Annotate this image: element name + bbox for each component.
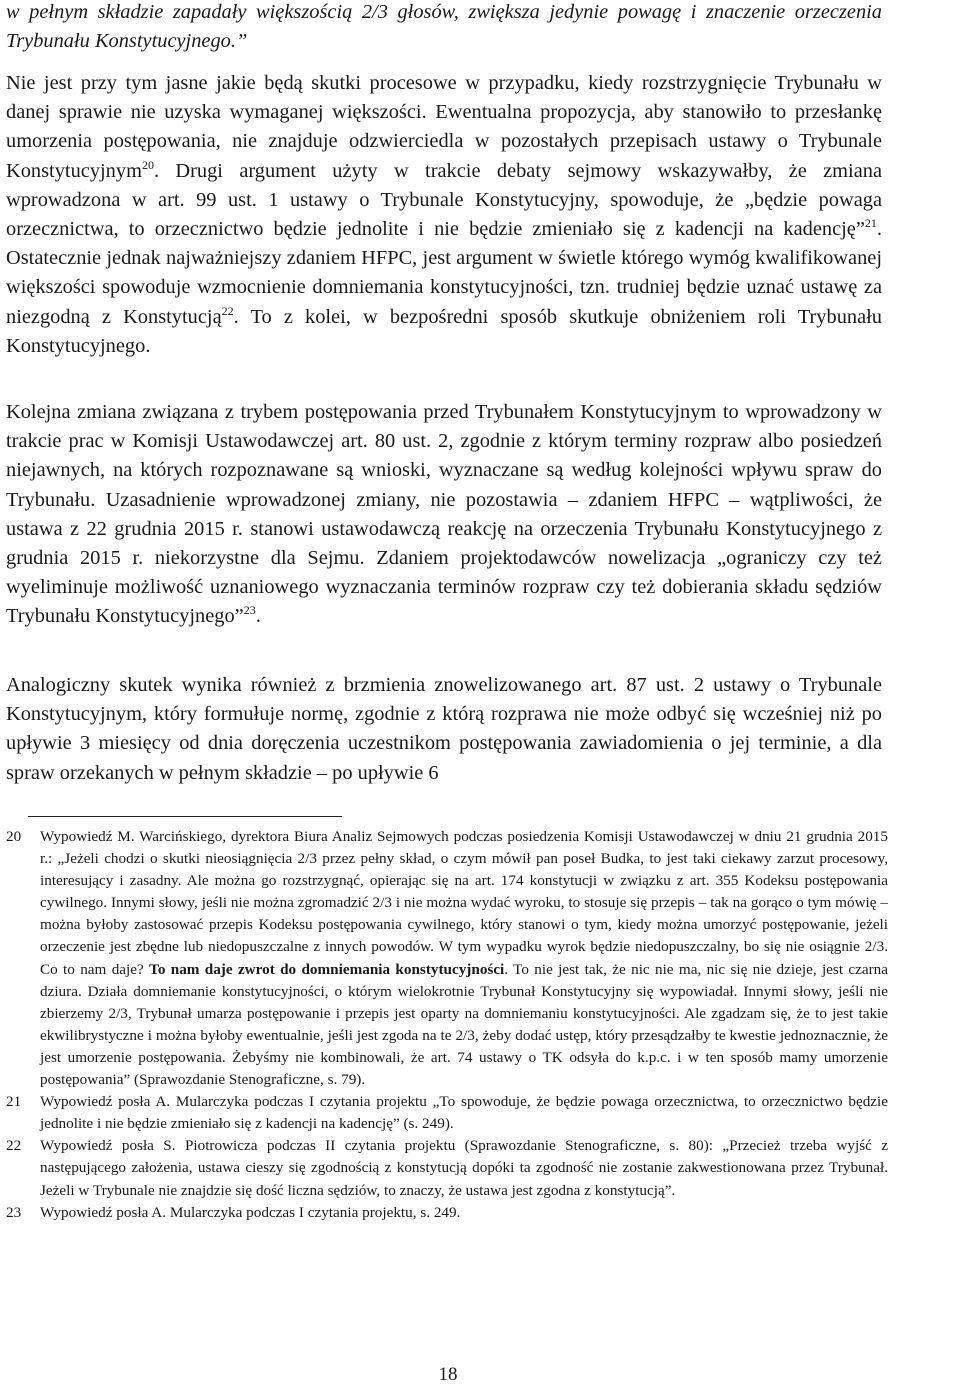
paragraph-3: Analogiczny skutek wynika również z brzmienia znowelizowanego art. 87 ust. 2 ustawy o Trybunale Konstytucyjnym, który formułuje normę, zgodnie z którą rozprawa nie może odbyć się wcześniej niż po upływie 3 miesięcy od dnia doręczenia uczestnikom postępowania zawiadomienia o jej terminie, a dla spraw orzekanych w pełnym składzie – po upływie 6: [6, 674, 882, 784]
footnote-number: 23: [6, 1203, 22, 1221]
footnote-23: [6, 1202, 888, 1224]
footnote-text: [40, 826, 888, 1091]
p1-text-a: Nie jest przy tym jasne jakie będą skutki procesowe w przypadku, kiedy rozstrzygnięcie Trybunału w danej sprawie nie uzyska wymaganej większości. Ewentualna propozycja, aby stanowiło to przesłankę umorzenia postępowania, nie znajduje odzwierciedla w pozostałych przepisach ustawy o Trybunale Konstytucyjnym: [6, 72, 882, 182]
footnote-20: [6, 826, 888, 1091]
footnote-ref-23[interactable]: 23: [243, 603, 256, 618]
page-number: 18: [438, 1364, 458, 1385]
footnote-number: 22: [6, 1137, 22, 1155]
footnote-text: Wypowiedź posła A. Mularczyka podczas I czytania projektu, s. 249.: [40, 1203, 461, 1221]
p1-text-c: . Ostatecznie jednak najważniejszy zdaniem HFPC, jest argument w świetle którego wymóg kwalifikowanej większości spowoduje wzmocnienie domniemania konstytucyjności, tzn. trudniej będzie uznać ustawę za niezgodną z Konstytucją: [6, 218, 882, 328]
p1-text-b: . Drugi argument użyty w trakcie debaty sejmowy wskazywałby, że zmiana wprowadzona w art. 99 ust. 1 ustawy o Trybunale Konstytucyjny, spowoduje, że „będzie powaga orzecznictwa, to orzecznictwo będzie jednolite i nie będzie zmieniało się z kadencji na kadencję”: [6, 159, 882, 241]
footnote-ref-21[interactable]: 21: [864, 216, 877, 231]
footnote-number: 21: [6, 1093, 22, 1111]
lead-fragment: w pełnym składzie zapadały większością 2/3 głosów, zwiększa jedynie powagę i znaczenie orzeczenia Trybunału Konstytucyjnego.”: [6, 1, 882, 53]
footnote-number: 20: [6, 828, 22, 845]
footnote-ref-20[interactable]: 20: [141, 157, 154, 172]
p2-text-a: Kolejna zmiana związana z trybem postępowania przed Trybunałem Konstytucyjnym to wprowadzony w trakcie prac w Komisji Ustawodawczej art. 80 ust. 2, zgodnie z którym terminy rozpraw albo posiedzeń niejawnych, na których rozpoznawane są wnioski, wyznaczane są według kolejności wpływu spraw do Trybunału. Uzasadnienie wprowadzonej zmiany, nie pozostawia – zdaniem HFPC – wątpliwości, że ustawa z 22 grudnia 2015 r. stanowi ustawodawczą reakcję na orzeczenia Trybunału Konstytucyjnego z grudnia 2015 r. niekorzystne dla Sejmu. Zdaniem projektodawców nowelizacja „ograniczy czy też wyeliminuje możliwość uznaniowego wyznaczania terminów rozpraw czy też dobierania składu sędziów Trybunału Konstytucyjnego”: [6, 401, 882, 628]
p2-text-b: .: [255, 605, 261, 628]
footnote-20-text-a: Wypowiedź M. Warcińskiego, dyrektora Biura Analiz Sejmowych podczas posiedzenia Komisji Ustawodawczej w dniu 21 grudnia 2015 r.: „Jeżeli chodzi o skutki nieosiągnięcia 2/3 przez pełny skład, o czym mówił pan poseł Budka, to jest taki ciekawy zarzut procesowy, interesujący i zasadny. Ale można go rozstrzygnąć, opierając się na art. 174 konstytucji w związku z art. 355 Kodeksu postępowania cywilnego. Innymi słowy, jeśli nie można zgromadzić 2/3 i nie można wydać wyroku, to stosuje się przepis – tak na gorąco o tym mówię – można byłoby zastosować przepis Kodeksu postępowania cywilnego, który stanowi o tym, kiedy można umorzyć postępowanie, jeżeli orzeczenie jest zbędne lub niedopuszczalne z innych powodów. W tym wypadku wyrok będzie niedopuszczalny, bo się nie osiągnie 2/3. Co to nam daje?: [40, 828, 888, 978]
footnote-separator: [28, 816, 342, 817]
footnotes: [6, 826, 888, 1224]
paragraph-2: [6, 398, 882, 632]
footnote-20-text-b: . To nie jest tak, że nic nie ma, nic się nie dzieje, jest czarna dziura. Działa domniemanie konstytucyjności, o którym wielokrotnie Trybunał Konstytucyjny się wypowiadał. Innymi słowy, jeśli nie zbierzemy 2/3, Trybunał umarza postępowanie i przepis jest oparty na domniemaniu konstytucyjności. Ale zgadzam się, że to jest takie ekwilibrystyczne i można byłoby ewentualnie, jeśli jest zgoda na te 2/3, żeby dodać ustęp, który przesądzałby te kwestie jednoznacznie, że jest umorzenie postępowania. Żebyśmy nie kombinowali, że art. 74 ustawy o TK odsyła do k.p.c. i w ten sposób mamy umorzenie postępowania” (Sprawozdanie Stenograficzne, s. 79).: [40, 960, 888, 1089]
footnote-21: [6, 1091, 888, 1135]
paragraph-1: [6, 69, 882, 361]
footnote-22: [6, 1135, 888, 1201]
footnote-20-bold: To nam daje zwrot do domniemania konstytucyjności: [149, 960, 505, 978]
footnote-text: Wypowiedź posła S. Piotrowicza podczas II czytania projektu (Sprawozdanie Stenograficzne, s. 80): „Przecież trzeba wyjść z następującego założenia, ustawa cieszy się zgodnością z konstytucją dopóki ta zgodność nie zostanie zakwestionowana przez Trybunał. Jeżeli w Trybunale nie znajdzie się dość liczna sędziów, to znaczy, że ustawa jest zgodna z konstytucją”.: [40, 1137, 888, 1199]
footnote-ref-22[interactable]: 22: [221, 303, 234, 318]
p1-text-d: . To z kolei, w bezpośredni sposób skutkuje obniżeniem roli Trybunału Konstytucyjnego.: [6, 305, 882, 357]
footnote-text: Wypowiedź posła A. Mularczyka podczas I czytania projektu „To spowoduje, że będzie powaga orzecznictwa, to orzecznictwo będzie jednolite i nie będzie zmieniało się z kadencji na kadencję” (s. 249).: [40, 1093, 888, 1133]
